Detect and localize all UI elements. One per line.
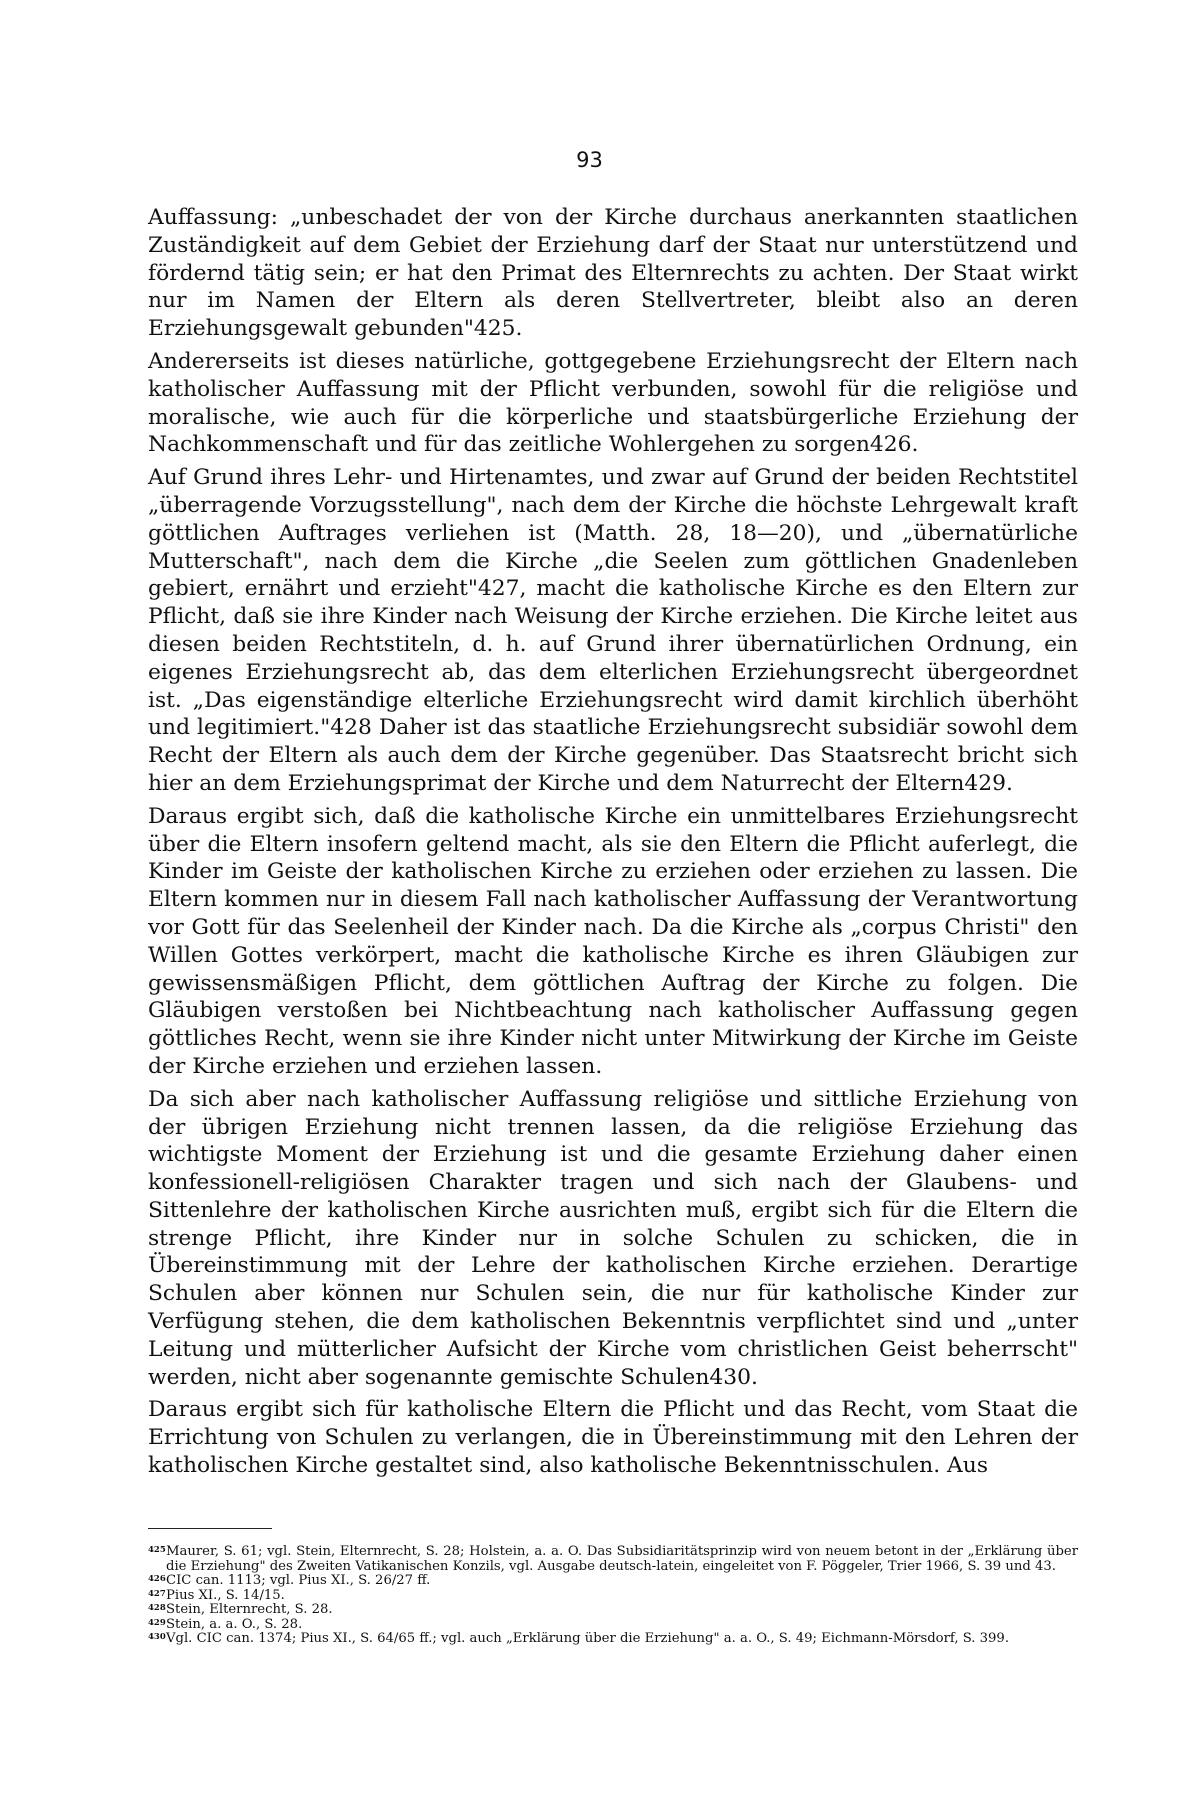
footnote-divider xyxy=(148,1528,272,1529)
footnote-number: 425 xyxy=(148,1545,166,1555)
footnote xyxy=(148,1618,1078,1633)
footnote-text: Stein, a. a. O., S. 28. xyxy=(166,1616,303,1632)
footnotes xyxy=(148,1545,1078,1647)
paragraph: Andererseits ist dieses natürliche, gottgegebene Erziehungsrecht der Eltern nach katholischer Auffassung mit der Pflicht verbunden, sowohl für die religiöse und moralische, wie auch für die körperliche und staatsbürgerliche Erziehung der Nachkommenschaft und für das zeitliche Wohlergehen zu sorgen426. xyxy=(148,348,1078,458)
footnote xyxy=(148,1589,1078,1604)
footnote-number: 428 xyxy=(148,1603,166,1613)
footnote xyxy=(148,1545,1078,1574)
footnote-text: Maurer, S. 61; vgl. Stein, Elternrecht, S. 28; Holstein, a. a. O. Das Subsidiaritätsprinzip wird von neuem betont in der „Erklärung über die Erziehung" des Zweiten Vatikanischen Konzils, vgl. Ausgabe deutsch-latein, eingeleitet von F. Pöggeler, Trier 1966, S. 39 und 43. xyxy=(166,1544,1078,1574)
main-text xyxy=(148,204,1078,1485)
footnote-number: 430 xyxy=(148,1632,166,1642)
footnote-number: 426 xyxy=(148,1574,166,1584)
paragraph: Da sich aber nach katholischer Auffassung religiöse und sittliche Erziehung von der übrigen Erziehung nicht trennen lassen, da die religiöse Erziehung das wichtigste Moment der Erziehung ist und die gesamte Erziehung daher einen konfessionell-religiösen Charakter tragen und sich nach der Glaubens- und Sittenlehre der katholischen Kirche ausrichten muß, ergibt sich für die Eltern die strenge Pflicht, ihre Kinder nur in solche Schulen zu schicken, die in Übereinstimmung mit der Lehre der katholischen Kirche erziehen. Derartige Schulen aber können nur Schulen sein, die nur für katholische Kinder zur Verfügung stehen, die dem katholischen Bekenntnis verpflichtet sind und „unter Leitung und mütterlicher Aufsicht der Kirche vom christlichen Geist beherrscht" werden, nicht aber sogenannte gemischte Schulen430. xyxy=(148,1086,1078,1390)
footnote-text: Stein, Elternrecht, S. 28. xyxy=(166,1602,333,1617)
footnote-text: CIC can. 1113; vgl. Pius XI., S. 26/27 ff. xyxy=(166,1573,431,1588)
page-number: 93 xyxy=(576,148,603,172)
footnote xyxy=(148,1603,1078,1618)
paragraph: Auffassung: „unbeschadet der von der Kirche durchaus anerkannten staatlichen Zuständigkeit auf dem Gebiet der Erziehung darf der Staat nur unterstützend und fördernd tätig sein; er hat den Primat des Elternrechts zu achten. Der Staat wirkt nur im Namen der Eltern als deren Stellvertreter, bleibt also an deren Erziehungsgewalt gebunden"425. xyxy=(148,205,1078,342)
footnote-number: 427 xyxy=(148,1588,166,1599)
paragraph: Auf Grund ihres Lehr- und Hirtenamtes, und zwar auf Grund der beiden Rechtstitel „überragende Vorzugsstellung", nach dem der Kirche die höchste Lehrgewalt kraft göttlichen Auftrages verliehen ist (Matth. 28, 18—20), und „übernatürliche Mutterschaft", nach dem die Kirche „die Seelen zum göttlichen Gnadenleben gebiert, ernährt und erzieht"427, macht die katholische Kirche es den Eltern zur Pflicht, daß sie ihre Kinder nach Weisung der Kirche erziehen. Die Kirche leitet aus diesen beiden Rechtstiteln, d. h. auf Grund ihrer übernatürlichen Ordnung, ein eigenes Erziehungsrecht ab, das dem elterlichen Erziehungsrecht übergeordnet ist. „Das eigenständige elterliche Erziehungsrecht wird damit kirchlich überhöht und legitimiert."428 Daher ist das staatliche Erziehungsrecht subsidiär sowohl dem Recht der Eltern als auch dem der Kirche gegenüber. Das Staatsrecht bricht sich hier an dem Erziehungsprimat der Kirche und dem Naturrecht der Eltern429. xyxy=(148,465,1078,796)
footnote-text: Pius XI., S. 14/15. xyxy=(166,1587,285,1603)
paragraph: Daraus ergibt sich, daß die katholische Kirche ein unmittelbares Erziehungsrecht über die Eltern insofern geltend macht, als sie den Eltern die Pflicht auferlegt, die Kinder im Geiste der katholischen Kirche zu erziehen oder erziehen zu lassen. Die Eltern kommen nur in diesem Fall nach katholischer Auffassung der Verantwortung vor Gott für das Seelenheil der Kinder nach. Da die Kirche als „corpus Christi" den Willen Gottes verkörpert, macht die katholische Kirche es ihren Gläubigen zur gewissensmäßigen Pflicht, dem göttlichen Auftrag der Kirche zu folgen. Die Gläubigen verstoßen bei Nichtbeachtung nach katholischer Auffassung gegen göttliches Recht, wenn sie ihre Kinder nicht unter Mitwirkung der Kirche im Geiste der Kirche erziehen und erziehen lassen. xyxy=(148,803,1078,1079)
paragraph: Daraus ergibt sich für katholische Eltern die Pflicht und das Recht, vom Staat die Errichtung von Schulen zu verlangen, die in Übereinstimmung mit den Lehren der katholischen Kirche gestaltet sind, also katholische Bekenntnisschulen. Aus xyxy=(148,1397,1078,1479)
footnote xyxy=(148,1574,1078,1589)
footnote-number: 429 xyxy=(148,1617,166,1628)
footnote xyxy=(148,1632,1078,1647)
footnote-text: Vgl. CIC can. 1374; Pius XI., S. 64/65 ff.; vgl. auch „Erklärung über die Erziehung" a. a. O., S. 49; Eichmann-Mörsdorf, S. 399. xyxy=(166,1631,1010,1646)
